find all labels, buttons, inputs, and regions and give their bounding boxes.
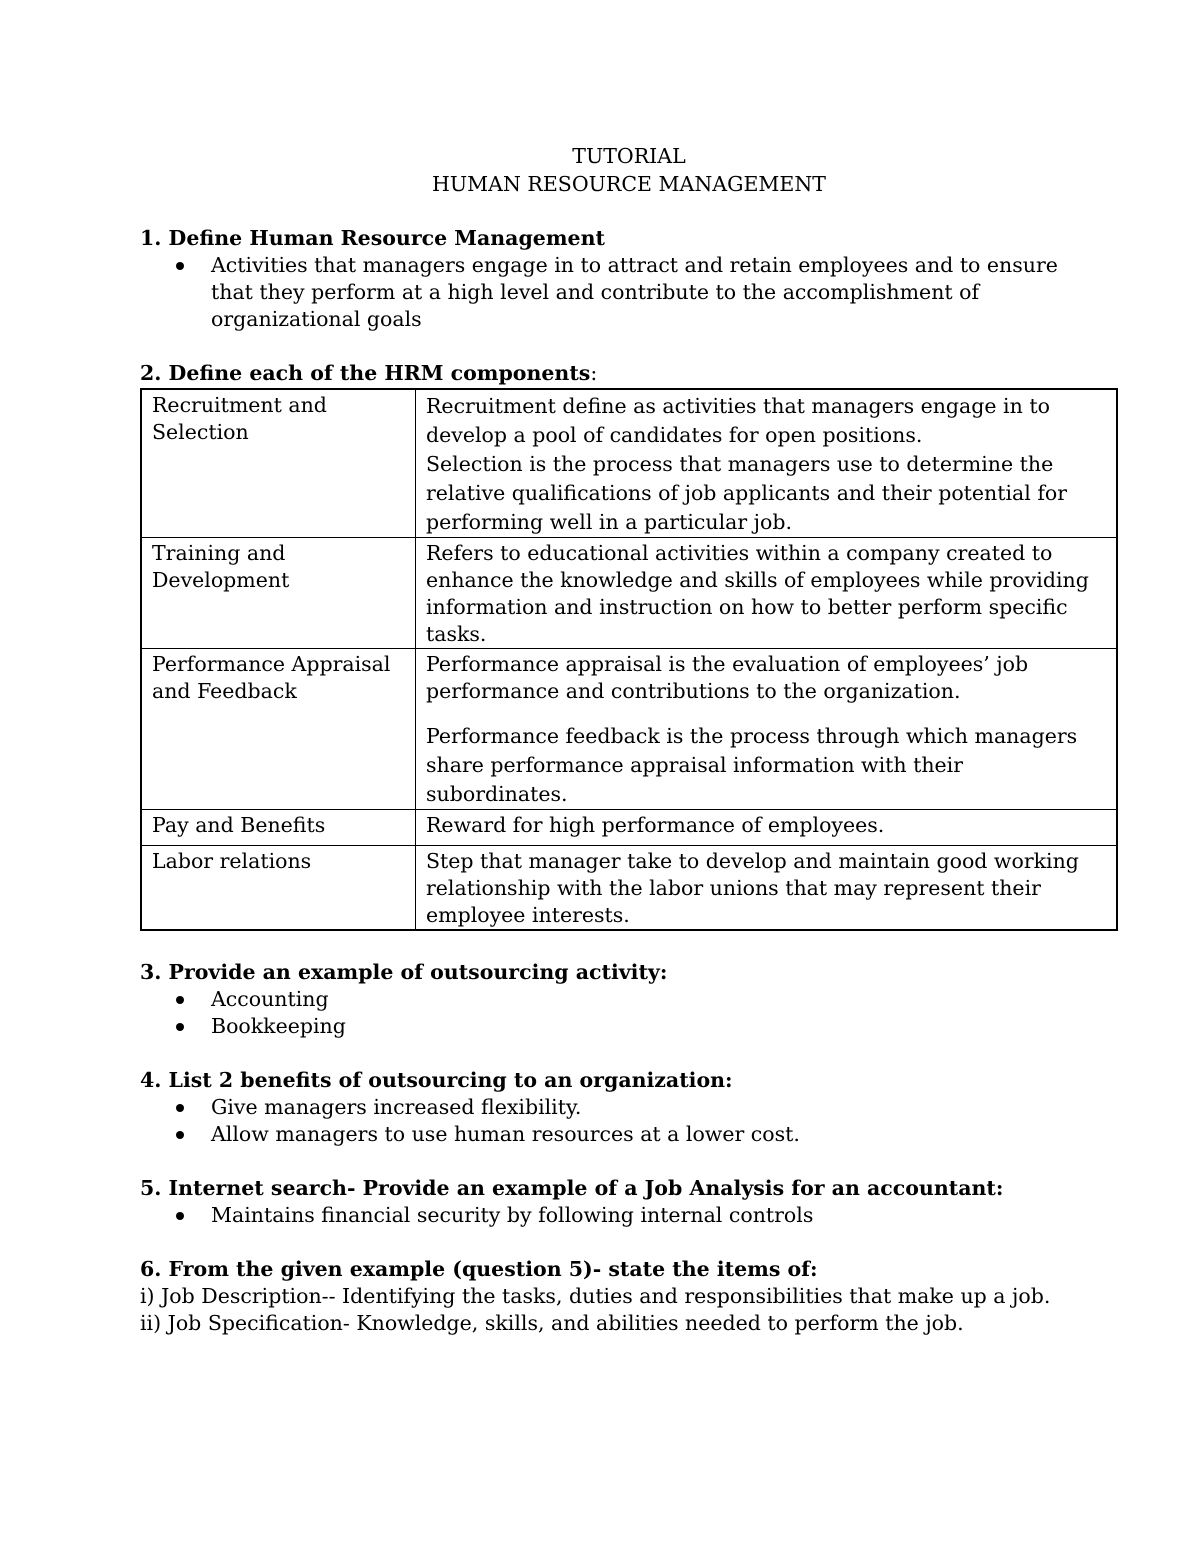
table-cell-term: Performance Appraisal and Feedback: [141, 649, 416, 810]
table-row: [141, 810, 1117, 846]
table-cell-definition: Step that manager take to develop and maintain good working relationship with the labor unions that may represent their employee interests.: [416, 846, 1118, 931]
definition-text: Performance feedback is the process through which managers share performance appraisal information with their subordinates.: [426, 724, 1078, 806]
question-2-heading-text: 2. Define each of the HRM components: [140, 361, 591, 385]
table-cell-term: Pay and Benefits: [141, 810, 416, 846]
table-cell-term: Recruitment and Selection: [141, 389, 416, 538]
list-item: Give managers increased flexibility.: [211, 1094, 1118, 1121]
table-cell-definition: Refers to educational activities within a company created to enhance the knowledge and skills of employees while providing information and instruction on how to better perform specific tasks.: [416, 538, 1118, 649]
table-cell-definition: Reward for high performance of employees.: [416, 810, 1118, 846]
question-3-answer-list: [140, 986, 1118, 1040]
table-cell-term: Training and Development: [141, 538, 416, 649]
question-6-heading: 6. From the given example (question 5)- state the items of:: [140, 1257, 818, 1281]
spacer: [140, 333, 1118, 360]
spacer: [140, 1040, 1118, 1067]
table-cell-definition: [416, 649, 1118, 810]
question-3-heading: 3. Provide an example of outsourcing activity:: [140, 960, 668, 984]
definition-text: Selection is the process that managers use to determine the relative qualifications of job applicants and their potential for performing well in a particular job.: [426, 452, 1068, 534]
table-row: [141, 538, 1117, 649]
question-4-answer-list: [140, 1094, 1118, 1148]
document-title: TUTORIAL: [572, 144, 686, 168]
list-item: Allow managers to use human resources at a lower cost.: [211, 1121, 1118, 1148]
question-5-answer-list: [140, 1202, 1118, 1229]
job-specification-line: ii) Job Specification- Knowledge, skills, and abilities needed to perform the job.: [140, 1311, 964, 1335]
definition-text: Performance appraisal is the evaluation of employees’ job performance and contributions to the organization.: [426, 652, 1029, 703]
list-item: Activities that managers engage in to attract and retain employees and to ensure that they perform at a high level and contribute to the accomplishment of organizational goals: [211, 252, 1118, 333]
document-page: [140, 142, 1118, 1337]
question-2-heading-colon: :: [590, 361, 598, 385]
job-description-line: i) Job Description-- Identifying the tasks, duties and responsibilities that make up a job.: [140, 1284, 1051, 1308]
table-row: [141, 389, 1117, 538]
list-item: Bookkeeping: [211, 1013, 1118, 1040]
spacer: [140, 931, 1118, 959]
table-row: [141, 649, 1117, 810]
document-subtitle: HUMAN RESOURCE MANAGEMENT: [432, 172, 826, 196]
list-item: Accounting: [211, 986, 1118, 1013]
spacer: [140, 198, 1118, 225]
question-2-heading: [140, 360, 1118, 387]
hrm-components-table: [140, 388, 1118, 931]
question-1-heading: 1. Define Human Resource Management: [140, 226, 605, 250]
spacer: [140, 1229, 1118, 1256]
question-5-heading: 5. Internet search- Provide an example of a Job Analysis for an accountant:: [140, 1176, 1004, 1200]
table-cell-definition: [416, 389, 1118, 538]
definition-text: Recruitment define as activities that managers engage in to develop a pool of candidates for open positions.: [426, 394, 1050, 447]
question-1-answer-list: [140, 252, 1118, 333]
spacer: [140, 1148, 1118, 1175]
table-row: [141, 846, 1117, 931]
question-4-heading: 4. List 2 benefits of outsourcing to an organization:: [140, 1068, 733, 1092]
list-item: Maintains financial security by following internal controls: [211, 1202, 1118, 1229]
table-cell-term: Labor relations: [141, 846, 416, 931]
